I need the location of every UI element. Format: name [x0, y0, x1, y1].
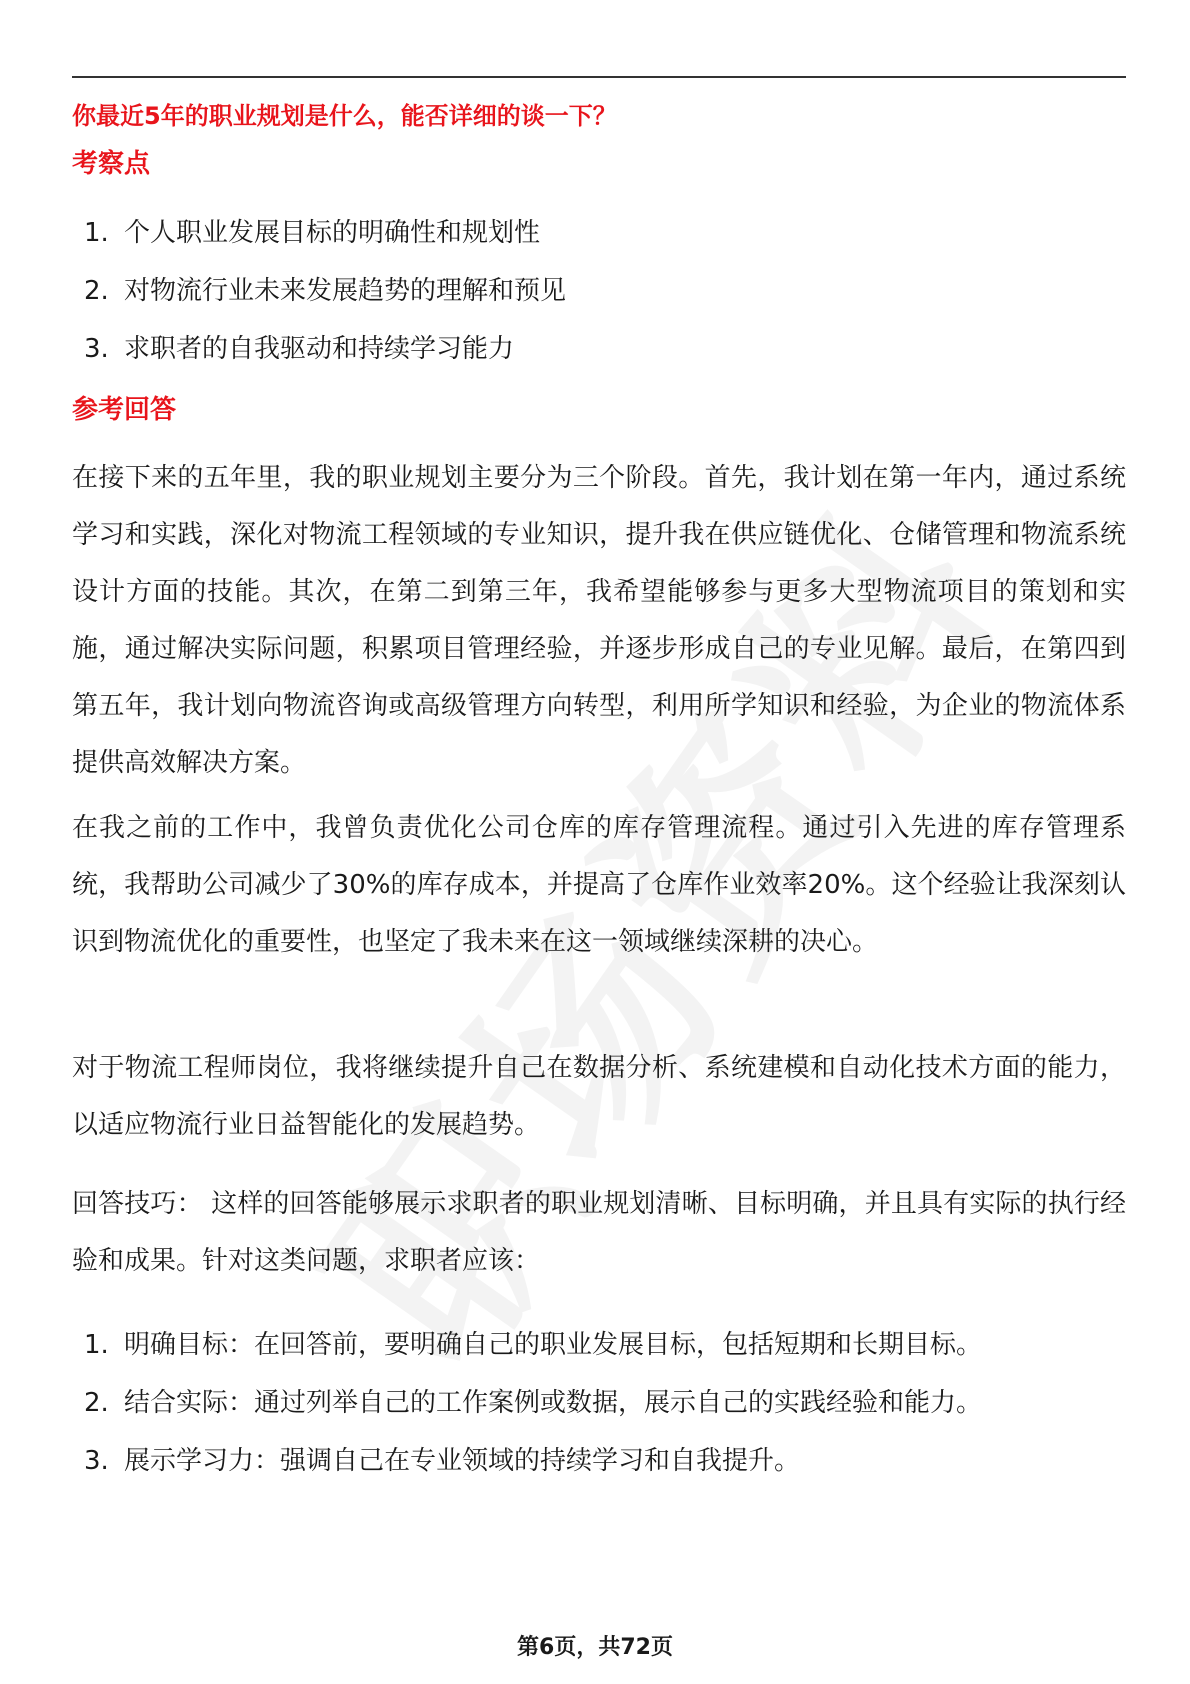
list-item: [84, 1432, 1124, 1490]
list-number: 1.: [84, 1330, 109, 1360]
list-number: 2.: [84, 1388, 109, 1418]
list-number: 3.: [84, 334, 109, 364]
page-number: 第6页，共72页: [517, 1635, 673, 1660]
points-list: [84, 204, 1124, 378]
list-number: 2.: [84, 276, 109, 306]
list-item: [84, 204, 1124, 262]
list-item: [84, 1316, 1124, 1374]
tips-list: [84, 1316, 1124, 1490]
list-number: 3.: [84, 1446, 109, 1476]
list-text: 个人职业发展目标的明确性和规划性: [124, 218, 541, 248]
list-number: 1.: [84, 218, 109, 248]
points-heading: 考察点: [72, 149, 151, 179]
list-text: 明确目标：在回答前，要明确自己的职业发展目标，包括短期和长期目标。: [124, 1330, 983, 1360]
list-text: 求职者的自我驱动和持续学习能力: [124, 334, 515, 364]
answer-paragraph: 在我之前的工作中，我曾负责优化公司仓库的库存管理流程。通过引入先进的库存管理系统，我帮助公司减少了30%的库存成本，并提高了仓库作业效率20%。这个经验让我深刻认识到物流优化的重要性，也坚定了我未来在这一领域继续深耕的决心。: [72, 813, 1126, 957]
list-text: 结合实际：通过列举自己的工作案例或数据，展示自己的实践经验和能力。: [124, 1388, 983, 1418]
answer-heading: 参考回答: [72, 395, 177, 425]
answer-paragraph: 对于物流工程师岗位，我将继续提升自己在数据分析、系统建模和自动化技术方面的能力，以适应物流行业日益智能化的发展趋势。: [72, 1053, 1126, 1140]
list-text: 对物流行业未来发展趋势的理解和预见: [124, 276, 567, 306]
list-item: [84, 1374, 1124, 1432]
tips-intro: 回答技巧： 这样的回答能够展示求职者的职业规划清晰、目标明确，并且具有实际的执行经验和成果。针对这类问题，求职者应该：: [72, 1189, 1126, 1276]
list-item: [84, 320, 1124, 378]
list-text: 展示学习力：强调自己在专业领域的持续学习和自我提升。: [124, 1446, 801, 1476]
answer-paragraph: 在接下来的五年里，我的职业规划主要分为三个阶段。首先，我计划在第一年内，通过系统学习和实践，深化对物流工程领域的专业知识，提升我在供应链优化、仓储管理和物流系统设计方面的技能。其次，在第二到第三年，我希望能够参与更多大型物流项目的策划和实施，通过解决实际问题，积累项目管理经验，并逐步形成自己的专业见解。最后，在第四到第五年，我计划向物流咨询或高级管理方向转型，利用所学知识和经验，为企业的物流体系提供高效解决方案。: [72, 463, 1126, 778]
question-title: 你最近5年的职业规划是什么，能否详细的谈一下？: [72, 102, 617, 130]
top-divider: [72, 76, 1126, 78]
list-item: [84, 262, 1124, 320]
